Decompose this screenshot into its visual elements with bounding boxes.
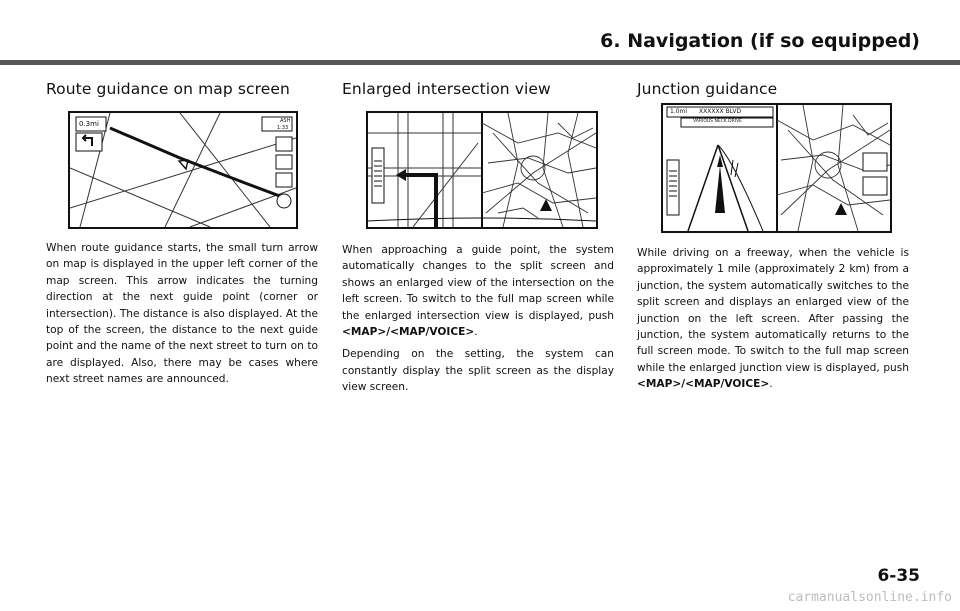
map-voice-button-label: <MAP>/<MAP/VOICE> (637, 378, 770, 391)
heading-junction-guidance: Junction guidance (637, 80, 778, 98)
map-svg (70, 113, 296, 227)
paragraph-junction-guidance (637, 245, 909, 393)
heading-route-guidance: Route guidance on map screen (46, 80, 290, 98)
paragraph-period: . (769, 378, 773, 391)
junction-distance: 1.0mi (670, 108, 688, 115)
paragraph-period: . (474, 326, 478, 339)
page-number: 6-35 (877, 566, 920, 586)
time-readout-bottom: 1:33 (277, 125, 289, 131)
junction-street-name: XXXXXX BLVD (699, 108, 742, 115)
time-readout-top: ASH (280, 118, 291, 124)
column-enlarged-intersection (342, 80, 614, 396)
junction-sub-street: VARIOUS NECK DRIVE (693, 119, 743, 124)
paragraph-route-guidance: When route guidance starts, the small turn arrow on map is displayed in the upper left corner of the map screen. This arrow indicates the turning direction at the next guide point (corner or intersection). The distance is also displayed. At the top of the screen, the distance to the next guide point and the name of the next street to turn on to are displayed. Also, there may be cases where next street names are announced. (46, 242, 318, 386)
distance-readout: 0.3mi (79, 120, 99, 128)
paragraph-text: When approaching a guide point, the system automatically changes to the split screen and shows an enlarged view of the intersection on the left screen. To switch to the full map screen while the enlarged intersection view is displayed, push (342, 244, 614, 322)
column-junction-guidance (637, 80, 909, 393)
split-map-svg (368, 113, 596, 227)
map-voice-button-label: <MAP>/<MAP/VOICE> (342, 326, 475, 339)
watermark: carmanualsonline.info (787, 590, 952, 605)
header-rule (0, 60, 960, 65)
figure-junction-guidance (661, 103, 892, 233)
paragraph-enlarged-intersection-2: Depending on the setting, the system can constantly display the split screen as the display view screen. (342, 348, 614, 394)
heading-enlarged-intersection: Enlarged intersection view (342, 80, 551, 98)
column-route-guidance (46, 80, 318, 388)
figure-enlarged-intersection (366, 111, 598, 229)
paragraph-text: While driving on a freeway, when the vehicle is approximately 1 mile (approximately 2 km) from a junction, the system automatically switches to the split screen and displays an enlarged view of the junction on the left screen. After passing the junction, the system automatically returns to the full screen mode. To switch to the full map screen while the enlarged junction view is displayed, push (637, 247, 909, 374)
figure-route-guidance-map (68, 111, 298, 229)
paragraph-enlarged-intersection-1 (342, 242, 614, 340)
section-title: 6. Navigation (if so equipped) (600, 30, 920, 52)
